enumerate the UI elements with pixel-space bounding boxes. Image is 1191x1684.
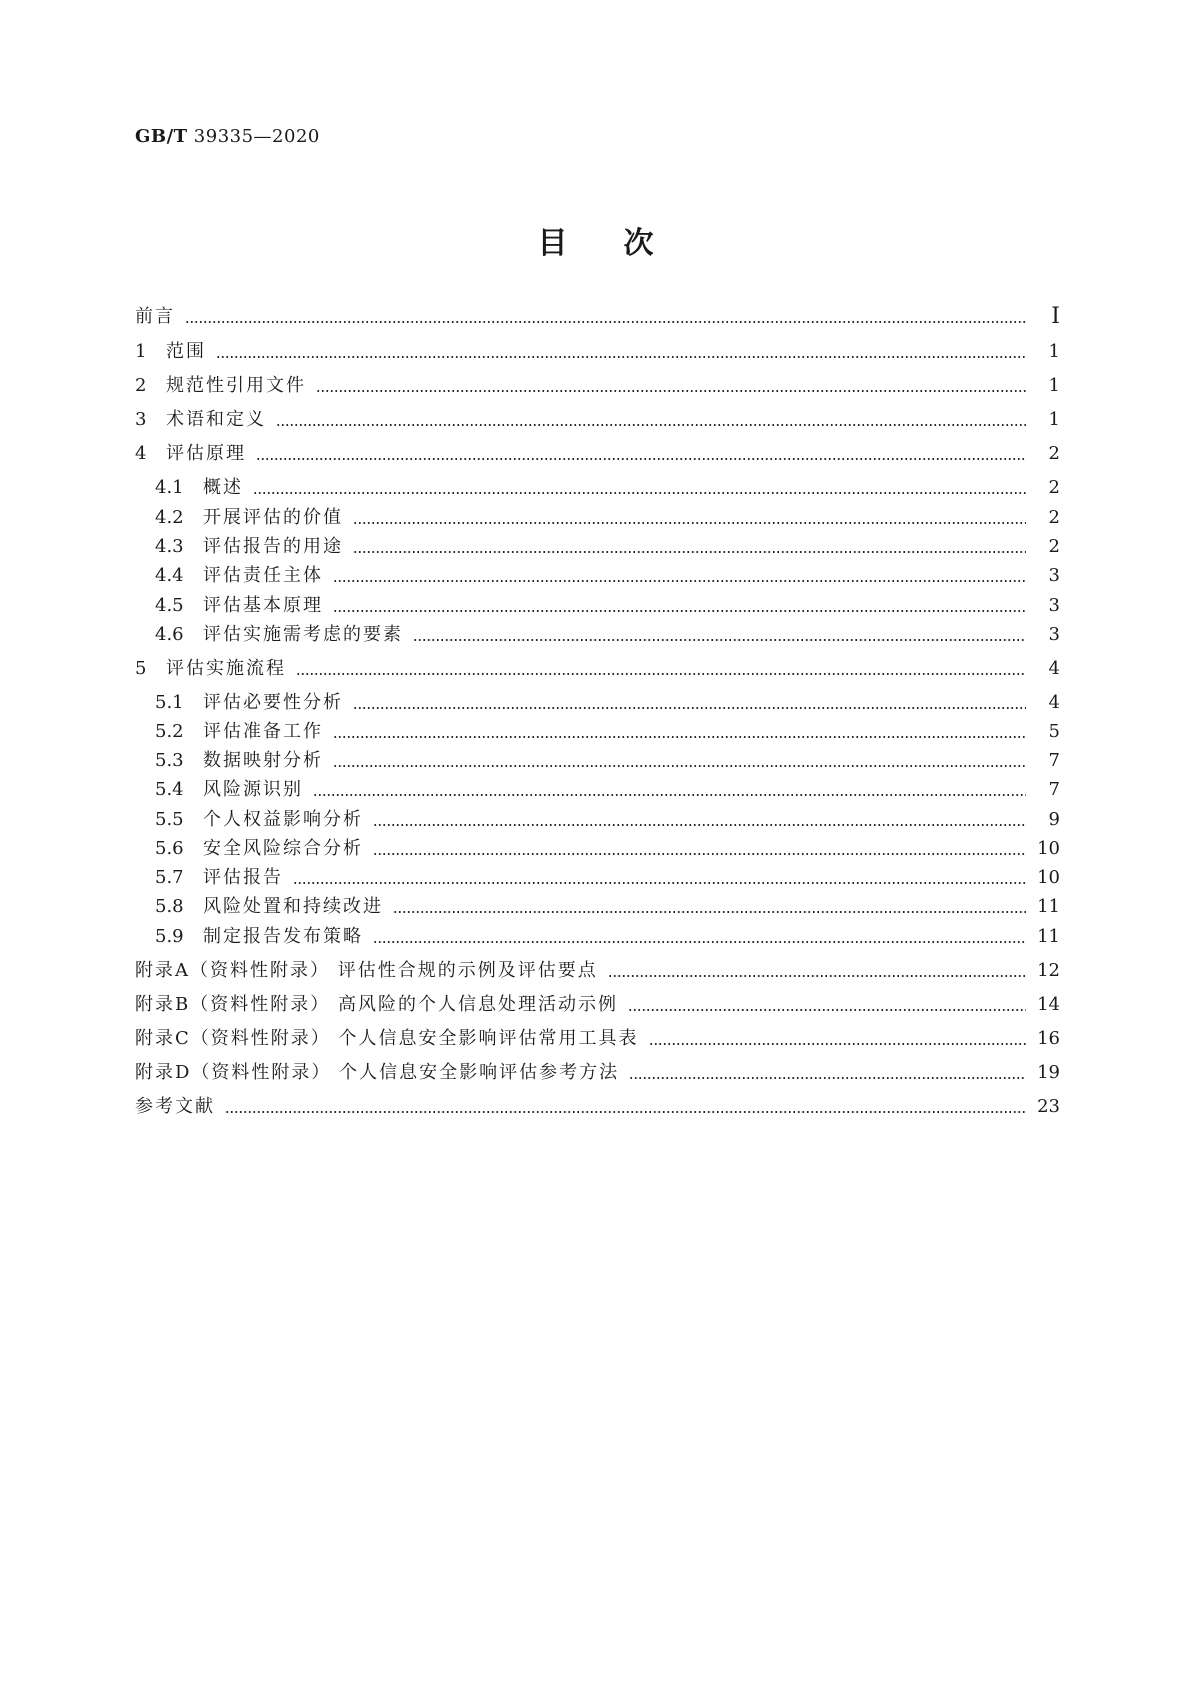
toc-entry-appendix-b[interactable] [135, 993, 1060, 1017]
toc-entry-4-2[interactable] [155, 506, 1060, 530]
toc-entry-label: 术语和定义 [166, 409, 266, 430]
toc-entry-1[interactable] [135, 340, 1060, 364]
toc-entry-page: 10 [1037, 838, 1060, 859]
toc-entry-4-1[interactable] [155, 476, 1060, 500]
toc-entry-5-4[interactable] [155, 778, 1060, 802]
toc-entry-page: 19 [1037, 1062, 1060, 1083]
toc-entry-page: 14 [1037, 994, 1060, 1015]
toc-entry-label: 评估基本原理 [203, 595, 323, 616]
toc-entry-3[interactable] [135, 408, 1060, 432]
toc-entry-page: 16 [1037, 1028, 1060, 1049]
toc-dot-leader [413, 639, 1026, 641]
toc-entry-number: 5.5 [155, 809, 184, 830]
toc-entry-4-5[interactable] [155, 594, 1060, 618]
toc-entry-label: 制定报告发布策略 [203, 926, 363, 947]
toc-entry-page: 1 [1048, 375, 1060, 396]
toc-dot-leader [629, 1077, 1026, 1079]
toc-entry-label: 评估责任主体 [203, 565, 323, 586]
toc-entry-page: Ⅰ [1051, 304, 1060, 329]
toc-dot-leader [276, 424, 1026, 426]
toc-entry-number: 5.8 [155, 896, 184, 917]
toc-entry-page: 3 [1048, 624, 1060, 645]
toc-entry-label: 风险处置和持续改进 [203, 896, 383, 917]
toc-entry-number: 5.6 [155, 838, 184, 859]
toc-entry-number: 5.2 [155, 721, 184, 742]
toc-entry-label: 附录D（资料性附录） 个人信息安全影响评估参考方法 [135, 1062, 620, 1083]
toc-entry-number: 5.1 [155, 692, 184, 713]
toc-entry-label: 附录B（资料性附录） 高风险的个人信息处理活动示例 [135, 994, 618, 1015]
toc-entry-label: 安全风险综合分析 [203, 838, 363, 859]
toc-entry-label: 评估实施需考虑的要素 [203, 624, 403, 645]
toc-dot-leader [296, 673, 1026, 675]
toc-entry-page: 1 [1048, 409, 1060, 430]
toc-entry-5-9[interactable] [155, 925, 1060, 949]
toc-entry-page: 7 [1048, 779, 1060, 800]
toc-entry-number: 5.3 [155, 750, 184, 771]
toc-entry-4-3[interactable] [155, 535, 1060, 559]
toc-entry-label: 附录C（资料性附录） 个人信息安全影响评估常用工具表 [135, 1028, 639, 1049]
toc-dot-leader [313, 794, 1026, 796]
toc-dot-leader [649, 1043, 1027, 1045]
toc-entry-page: 2 [1048, 477, 1060, 498]
toc-entry-page: 5 [1048, 721, 1060, 742]
toc-entry-5-2[interactable] [155, 720, 1060, 744]
toc-entry-page: 9 [1048, 809, 1060, 830]
toc-entry-number: 4.6 [155, 624, 184, 645]
toc-entry-4[interactable] [135, 442, 1060, 466]
toc-entry-number: 5 [135, 658, 147, 679]
toc-entry-label: 评估报告 [203, 867, 283, 888]
toc-entry-5[interactable] [135, 657, 1060, 681]
toc-entry-number: 4.3 [155, 536, 184, 557]
toc-dot-leader [608, 975, 1026, 977]
toc-entry-label: 评估报告的用途 [203, 536, 343, 557]
toc-dot-leader [185, 321, 1026, 323]
standard-code-number: 39335—2020 [193, 126, 320, 147]
standard-code-prefix: GB/T [135, 126, 188, 147]
toc-entry-page: 10 [1037, 867, 1060, 888]
toc-entry-2[interactable] [135, 374, 1060, 398]
toc-entry-label: 风险源识别 [203, 779, 303, 800]
toc-entry-label: 个人权益影响分析 [203, 809, 363, 830]
toc-dot-leader [353, 551, 1026, 553]
toc-entry-bibliography[interactable] [135, 1095, 1060, 1119]
toc-entry-page: 12 [1037, 960, 1060, 981]
toc-entry-label: 参考文献 [135, 1096, 215, 1117]
toc-entry-foreword[interactable] [135, 305, 1060, 329]
toc-entry-page: 1 [1048, 341, 1060, 362]
toc-dot-leader [393, 911, 1026, 913]
toc-entry-label: 评估原理 [166, 443, 246, 464]
toc-dot-leader [333, 610, 1026, 612]
toc-dot-leader [316, 390, 1026, 392]
toc-entry-number: 5.7 [155, 867, 184, 888]
toc-entry-5-8[interactable] [155, 895, 1060, 919]
toc-entry-number: 4 [135, 443, 147, 464]
toc-entry-number: 4.4 [155, 565, 184, 586]
toc-entry-appendix-d[interactable] [135, 1061, 1060, 1085]
toc-entry-page: 7 [1048, 750, 1060, 771]
toc-entry-label: 评估必要性分析 [203, 692, 343, 713]
toc-entry-label: 评估实施流程 [166, 658, 286, 679]
toc-dot-leader [333, 580, 1026, 582]
toc-entry-page: 4 [1048, 658, 1060, 679]
toc-dot-leader [373, 853, 1026, 855]
toc-dot-leader [353, 707, 1026, 709]
toc-entry-page: 4 [1048, 692, 1060, 713]
toc-entry-4-4[interactable] [155, 564, 1060, 588]
toc-entry-label: 数据映射分析 [203, 750, 323, 771]
toc-entry-4-6[interactable] [155, 623, 1060, 647]
toc-entry-page: 3 [1048, 565, 1060, 586]
toc-entry-page: 23 [1037, 1096, 1060, 1117]
toc-entry-5-5[interactable] [155, 808, 1060, 832]
toc-entry-page: 11 [1037, 926, 1060, 947]
toc-dot-leader [256, 458, 1026, 460]
toc-entry-label: 附录A（资料性附录） 评估性合规的示例及评估要点 [135, 960, 598, 981]
toc-entry-label: 范围 [166, 341, 206, 362]
toc-entry-label: 前言 [135, 306, 175, 327]
toc-entry-number: 1 [135, 341, 147, 362]
toc-dot-leader [373, 824, 1026, 826]
toc-dot-leader [333, 765, 1026, 767]
toc-dot-leader [333, 736, 1026, 738]
toc-entry-5-1[interactable] [155, 691, 1060, 715]
toc-entry-5-7[interactable] [155, 866, 1060, 890]
toc-dot-leader [353, 522, 1026, 524]
toc-entry-5-6[interactable] [155, 837, 1060, 861]
toc-entry-number: 4.2 [155, 507, 184, 528]
toc-entry-label: 评估准备工作 [203, 721, 323, 742]
toc-dot-leader [253, 492, 1026, 494]
toc-entry-label: 概述 [203, 477, 243, 498]
toc-entry-number: 3 [135, 409, 147, 430]
toc-dot-leader [293, 882, 1026, 884]
toc-entry-number: 5.4 [155, 779, 184, 800]
toc-entry-page: 2 [1048, 507, 1060, 528]
toc-dot-leader [373, 941, 1026, 943]
toc-entry-5-3[interactable] [155, 749, 1060, 773]
toc-entry-label: 开展评估的价值 [203, 507, 343, 528]
toc-entry-number: 4.5 [155, 595, 184, 616]
toc-entry-page: 2 [1048, 536, 1060, 557]
page-title: 目次 [537, 226, 710, 261]
toc-entry-page: 11 [1037, 896, 1060, 917]
toc-entry-appendix-a[interactable] [135, 959, 1060, 983]
toc-entry-page: 3 [1048, 595, 1060, 616]
toc-dot-leader [225, 1111, 1026, 1113]
toc-entry-number: 4.1 [155, 477, 184, 498]
toc-entry-number: 2 [135, 375, 147, 396]
toc-entry-page: 2 [1048, 443, 1060, 464]
toc-entry-appendix-c[interactable] [135, 1027, 1060, 1051]
toc-dot-leader [216, 356, 1026, 358]
toc-entry-number: 5.9 [155, 926, 184, 947]
toc-entry-label: 规范性引用文件 [166, 375, 306, 396]
toc-dot-leader [628, 1009, 1026, 1011]
